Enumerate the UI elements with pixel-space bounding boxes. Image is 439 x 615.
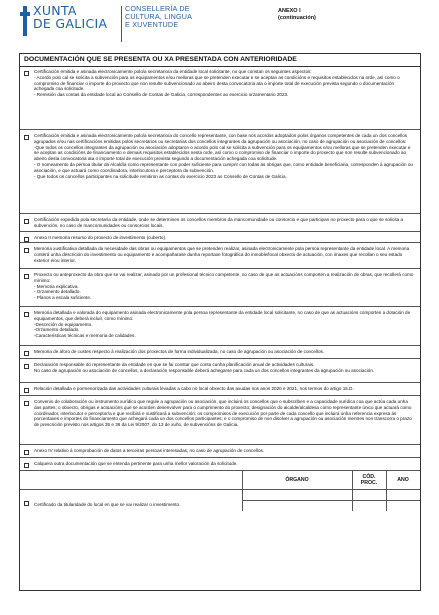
document-row [20, 130, 420, 214]
documentation-list [20, 66, 420, 511]
document-checkbox[interactable] [24, 388, 29, 393]
document-description: Anexo II memoria resumo do proxecto de investimento (cuberto). [34, 235, 167, 240]
document-description: Certificación emitida e asinada electronicamente polo/a secretario/a do concello representante, con base nos acordos adoptados polos órganos competentes de cada un dos concellos agrupados e/ou nas certificacións emitidas polos secretarios ou secretarias dos concellos integrantes da agrupación ou asociación, no caso de agrupación ou asociación de concellos: -Que todos os concellos integrantes da agrupación ou asociación adoptaron o acordo polo cal se solicita a subvención para os equipamentos e/ou melloras que se pretenden executar e se aceptan as condicións de financiamento e demais requisitos establecidos nesta orde, así como o compromiso de financiar o importe do proxecto que non resulte subvencionado ao abeiro desta convocatoria ata o importe total de execución prevista segundo a documentación achegada coa solicitude. - O nomeamento da persoa titular da Alcaldía como representante con poder suficiente para cumprir con todas as obrigas que, como entidade beneficiaria, corresponden á agrupación ou asociación, e que actuará como coordinadora, interlocutora e perceptora da subvención. - Que todos os concellos participantes na solicitude remitiron as contas do exercicio 2023 ao Consello de Contas de Galicia. [34, 133, 413, 179]
logo-divider [121, 6, 122, 42]
document-description: Convenio de colaboración ou instrumento xurídico que regule a agrupación ou asociación, que incluirá os concellos que o subscriben e a capacidade xurídica coa que actúa cada unha das partes; o obxecto, obrigas e actuacións que se acorden desenvolver para o cumprimento do proxecto; designación do alcalde/alcaldesa como representante único que actuará como coordinador, interlocutor e perceptor/a e que recibirá e xustificará a subvención; os compromisos de execución por parte de cada concello que incluirá unha referencia expresa ás porcentaxes e importes do financiamento que achegará cada un dos concellos participantes; e o compromiso de non disolver a agrupación ou asociación mentres non transcorra o prazo de prescrición previsto nos artigos 35 e 36 da Lei 9/2007, do 13 de xuño, de subvencións de Galicia. [34, 399, 412, 428]
table-divider [20, 489, 420, 490]
section-title: DOCUMENTACIÓN QUE SE PRESENTA OU XA PRESENTADA CON ANTERIORIDADE [20, 54, 420, 67]
document-row [20, 307, 420, 346]
document-row [20, 359, 420, 383]
document-row [20, 66, 420, 130]
document-checkbox[interactable] [24, 501, 29, 506]
header [20, 4, 420, 48]
logo-sub2: CULTURA, LINGUA [125, 12, 193, 21]
cod-proc-field[interactable] [352, 500, 386, 511]
previously-presented-row [20, 471, 420, 511]
document-description: Proxecto ou anteproxecto da obra que se vai realizar, asinado por un profesional técnico competente, no caso de que as actuacións comporten a realización de obras, que recollerá como mínimo: - Memoria explicativa. - Orzamento detallado. - Planos a escala suficiente. [34, 272, 414, 301]
document-checkbox[interactable] [24, 450, 29, 455]
document-row [20, 346, 420, 359]
document-checkbox[interactable] [24, 237, 29, 242]
conselleria-name [125, 5, 192, 29]
document-description: Calquera outra documentación que se entenda pertinente para unha mellor valoración da solicitude. [34, 461, 238, 466]
document-checkbox[interactable] [24, 248, 29, 253]
xunta-logo-text [33, 4, 107, 30]
previously-presented-table [20, 471, 420, 521]
col-organo-header: ÓRGANO [285, 477, 309, 483]
document-description: Certificado da titularidade do local en que se vai realizar o investimento. [34, 502, 181, 507]
document-description: Memoria de aforo de custes respecto á realización dos proxectos de forma individualizada, no caso de agrupación ou asociación de concellos. [34, 349, 325, 354]
document-row [20, 445, 420, 458]
document-description: Relación detallada e pormenorizada das actividades culturais levadas a cabo no local obxecto das axudas nos anos 2020 e 2021, nos termos do artigo 15.D. [34, 386, 354, 391]
logo-sub3: E XUVENTUDE [125, 20, 179, 29]
document-checkbox[interactable] [24, 463, 29, 468]
document-checkbox[interactable] [24, 274, 29, 279]
document-description: Memoria detallada e valorada do equipamento asinada electronicamente pola persoa representante da entidade local solicitante, no caso de que as actuacións comporten a dotación de equipamentos, que deberá incluír, como mínimo: -Descrición do equipamento. -Orzamento detallado. -Características técnicas e memoria de calidades. [34, 310, 411, 339]
logo-sub1: CONSELLERÍA DE [125, 4, 190, 13]
ano-field[interactable] [386, 500, 420, 511]
col-ano-header: ANO [397, 477, 409, 483]
document-checkbox[interactable] [24, 401, 29, 406]
document-row [20, 383, 420, 396]
document-checkbox[interactable] [24, 312, 29, 317]
documentation-box [19, 53, 421, 591]
anexo-title: ANEXO I [278, 8, 301, 14]
document-row [20, 269, 420, 307]
organo-field[interactable] [242, 500, 352, 511]
col-cod-header: CÓD. PROC. [360, 474, 378, 486]
document-checkbox[interactable] [24, 135, 29, 140]
document-description: Certificación expedida pola secretaría da entidade, onde se determinen os concellos membros da mancomunidade ou consorcio e que participan no proxecto para o que se solicita a subvención, no caso de mancomunidades ou consorcios locais. [34, 217, 403, 228]
document-row [20, 458, 420, 471]
document-description: Memoria xustificativa detallada da necesidade das obras ou equipamentos que se pretenden realizar, asinada electronicamente pola persoa representante da entidade local. A memoria conterá unha descrición do investimento ou equipamento e acompañarase dunha reportaxe fotográfica do inmoble/local obxecto de actuación, con imaxes que recollan o seu estado exterior e/ou interior. [34, 246, 410, 263]
document-checkbox[interactable] [24, 219, 29, 224]
document-checkbox[interactable] [24, 364, 29, 369]
document-checkbox[interactable] [24, 71, 29, 76]
document-checkbox[interactable] [24, 351, 29, 356]
document-row [20, 243, 420, 269]
document-description: Declaración responsable do representante da entidade en que se fai constar que conta cunha planificación anual de actividades culturais. No caso de agrupación ou asociación de concellos, a declaración responsable deberá achegarse para cada un dos concellos integrantes da agrupación ou asociación. [34, 362, 375, 373]
document-row [20, 232, 420, 243]
logo-line2: DE GALICIA [33, 16, 108, 31]
document-description: Anexo IV relativo á comprobación de datos a terceiras persoas interesadas, no caso de agrupación de concellos. [34, 448, 265, 453]
document-description: Certificación emitida e asinada electronicamente polo/a secretario/a da entidade local solicitante, no que constan os seguintes aspectos: - Acordo polo cal se solicita a subvención para os equipamentos e/ou melloras que se pretenden executar e se aceptan as condicións e requisitos establecidos na orde, así como o compromiso de financiar o importe do proxecto que non resulte subvencionado ao abeiro desta convocatoria ata o importe total de execución prevista segundo o documentación achegada coa solicitude. - Remisión das contas da entidade local ao Consello de Contas de Galicia, correspondentes ao exercicio orzamentario 2023. [34, 69, 400, 98]
xunta-logo-icon [20, 6, 30, 36]
document-row [20, 214, 420, 232]
document-row [20, 396, 420, 445]
anexo-sub: (continuación) [278, 14, 316, 21]
logo-line1: XUNTA [33, 3, 77, 18]
anexo-label [278, 8, 316, 21]
